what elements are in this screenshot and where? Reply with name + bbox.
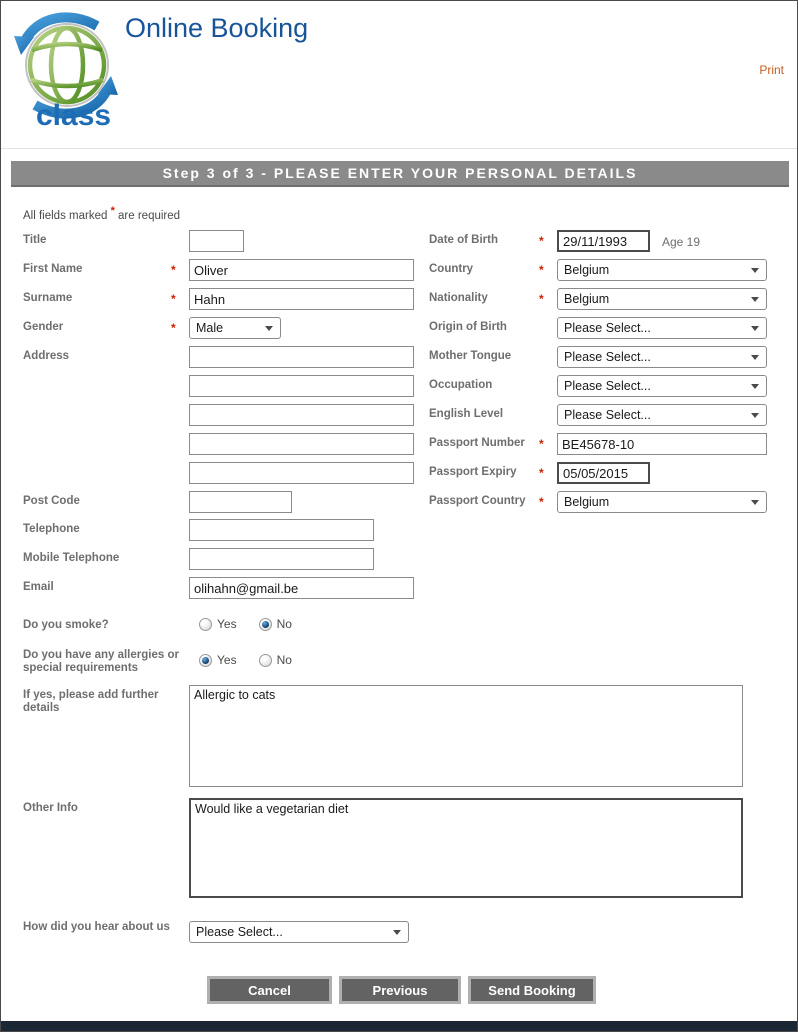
occupation-label: Occupation	[429, 379, 493, 391]
allergy-details-label: If yes, please add further details	[23, 689, 159, 714]
required-asterisk: *	[110, 205, 115, 217]
post-code-label: Post Code	[23, 495, 80, 507]
chevron-down-icon	[751, 268, 759, 273]
allergies-no-label[interactable]: No	[276, 653, 292, 667]
allergies-radio-group	[199, 653, 292, 667]
allergies-label: Do you have any allergies or special requirements	[23, 649, 179, 674]
row-nationality	[429, 288, 794, 310]
required-asterisk: *	[539, 437, 544, 451]
english-level-select-value: Please Select...	[564, 408, 651, 422]
required-asterisk: *	[539, 495, 544, 509]
english-level-label: English Level	[429, 408, 504, 420]
smoke-no-label[interactable]: No	[276, 617, 292, 631]
required-asterisk: *	[539, 466, 544, 480]
chevron-down-icon	[751, 297, 759, 302]
dob-label: Date of Birth	[429, 234, 498, 246]
print-link[interactable]: Print	[759, 63, 784, 77]
mother-tongue-label: Mother Tongue	[429, 350, 512, 362]
mobile-telephone-label: Mobile Telephone	[23, 552, 120, 564]
chevron-down-icon	[751, 326, 759, 331]
telephone-label: Telephone	[23, 523, 80, 535]
row-passport-country	[429, 491, 794, 513]
mother-tongue-select-value: Please Select...	[564, 350, 651, 364]
email-label: Email	[23, 581, 54, 593]
hear-about-select[interactable]	[189, 921, 409, 943]
required-note	[23, 205, 180, 222]
row-mother-tongue	[429, 346, 794, 368]
required-note-prefix: All fields marked	[23, 209, 111, 222]
first-name-label: First Name	[23, 263, 83, 275]
address-line4-input[interactable]	[189, 433, 414, 455]
hear-about-select-value: Please Select...	[196, 925, 283, 939]
send-booking-button[interactable]: Send Booking	[468, 976, 596, 1004]
passport-country-select[interactable]	[557, 491, 767, 513]
gender-select-value: Male	[196, 321, 224, 335]
required-asterisk: *	[171, 292, 176, 306]
gender-label: Gender	[23, 321, 64, 333]
address-line2-input[interactable]	[189, 375, 414, 397]
gender-select[interactable]	[189, 317, 281, 339]
origin-of-birth-select[interactable]	[557, 317, 767, 339]
button-row	[207, 976, 596, 1004]
origin-of-birth-label: Origin of Birth	[429, 321, 507, 333]
required-asterisk: *	[539, 263, 544, 277]
title-label: Title	[23, 234, 47, 246]
previous-button[interactable]: Previous	[339, 976, 461, 1004]
address-line5-input[interactable]	[189, 462, 414, 484]
email-input[interactable]	[189, 577, 414, 599]
required-note-suffix: are required	[114, 209, 181, 222]
surname-input[interactable]	[189, 288, 414, 310]
smoke-radio-group	[199, 617, 292, 631]
address-label: Address	[23, 350, 70, 362]
surname-label: Surname	[23, 292, 73, 304]
other-info-textarea[interactable]	[189, 798, 743, 898]
passport-expiry-input[interactable]	[557, 462, 650, 484]
smoke-label: Do you smoke?	[23, 619, 109, 631]
chevron-down-icon	[751, 355, 759, 360]
other-info-label: Other Info	[23, 802, 78, 814]
smoke-yes-label[interactable]: Yes	[217, 617, 237, 631]
required-asterisk: *	[171, 263, 176, 277]
address-inputs	[189, 346, 414, 491]
allergies-yes-radio[interactable]	[199, 654, 212, 667]
nationality-select-value: Belgium	[564, 292, 610, 306]
nationality-select[interactable]	[557, 288, 767, 310]
chevron-down-icon	[751, 384, 759, 389]
chevron-down-icon	[265, 326, 273, 331]
row-occupation	[429, 375, 794, 397]
header-divider	[1, 148, 798, 149]
age-note: Age 19	[662, 235, 701, 249]
passport-expiry-label: Passport Expiry	[429, 466, 517, 478]
nationality-label: Nationality	[429, 292, 488, 304]
address-line3-input[interactable]	[189, 404, 414, 426]
dob-input[interactable]	[557, 230, 650, 252]
chevron-down-icon	[751, 500, 759, 505]
passport-country-select-value: Belgium	[564, 495, 610, 509]
country-select[interactable]	[557, 259, 767, 281]
row-country	[429, 259, 794, 281]
row-english-level	[429, 404, 794, 426]
occupation-select[interactable]	[557, 375, 767, 397]
telephone-input[interactable]	[189, 519, 374, 541]
allergies-yes-label[interactable]: Yes	[217, 653, 237, 667]
step-bar: Step 3 of 3 - PLEASE ENTER YOUR PERSONAL DETAILS	[11, 161, 789, 187]
class-logo	[11, 9, 121, 131]
country-label: Country	[429, 263, 474, 275]
required-asterisk: *	[539, 292, 544, 306]
page-title: Online Booking	[125, 13, 309, 43]
address-line1-input[interactable]	[189, 346, 414, 368]
chevron-down-icon	[751, 413, 759, 418]
smoke-yes-radio[interactable]	[199, 618, 212, 631]
allergy-details-textarea[interactable]	[189, 685, 743, 787]
footer-bar	[1, 1021, 798, 1031]
passport-number-input[interactable]	[557, 433, 767, 455]
row-hear-about	[23, 917, 768, 939]
smoke-no-radio[interactable]	[259, 618, 272, 631]
hear-about-label: How did you hear about us	[23, 921, 170, 933]
mother-tongue-select[interactable]	[557, 346, 767, 368]
occupation-select-value: Please Select...	[564, 379, 651, 393]
cancel-button[interactable]: Cancel	[207, 976, 332, 1004]
passport-number-label: Passport Number	[429, 437, 525, 449]
mobile-telephone-input[interactable]	[189, 548, 374, 570]
chevron-down-icon	[393, 930, 401, 935]
row-origin-of-birth	[429, 317, 794, 339]
globe-circle	[26, 24, 108, 106]
required-asterisk: *	[171, 321, 176, 335]
title-input[interactable]	[189, 230, 244, 252]
first-name-input[interactable]	[189, 259, 414, 281]
english-level-select[interactable]	[557, 404, 767, 426]
country-select-value: Belgium	[564, 263, 610, 277]
post-code-input[interactable]	[189, 491, 292, 513]
required-asterisk: *	[539, 234, 544, 248]
allergies-no-radio[interactable]	[259, 654, 272, 667]
passport-country-label: Passport Country	[429, 495, 526, 507]
logo-text: class	[36, 99, 112, 131]
origin-of-birth-select-value: Please Select...	[564, 321, 651, 335]
